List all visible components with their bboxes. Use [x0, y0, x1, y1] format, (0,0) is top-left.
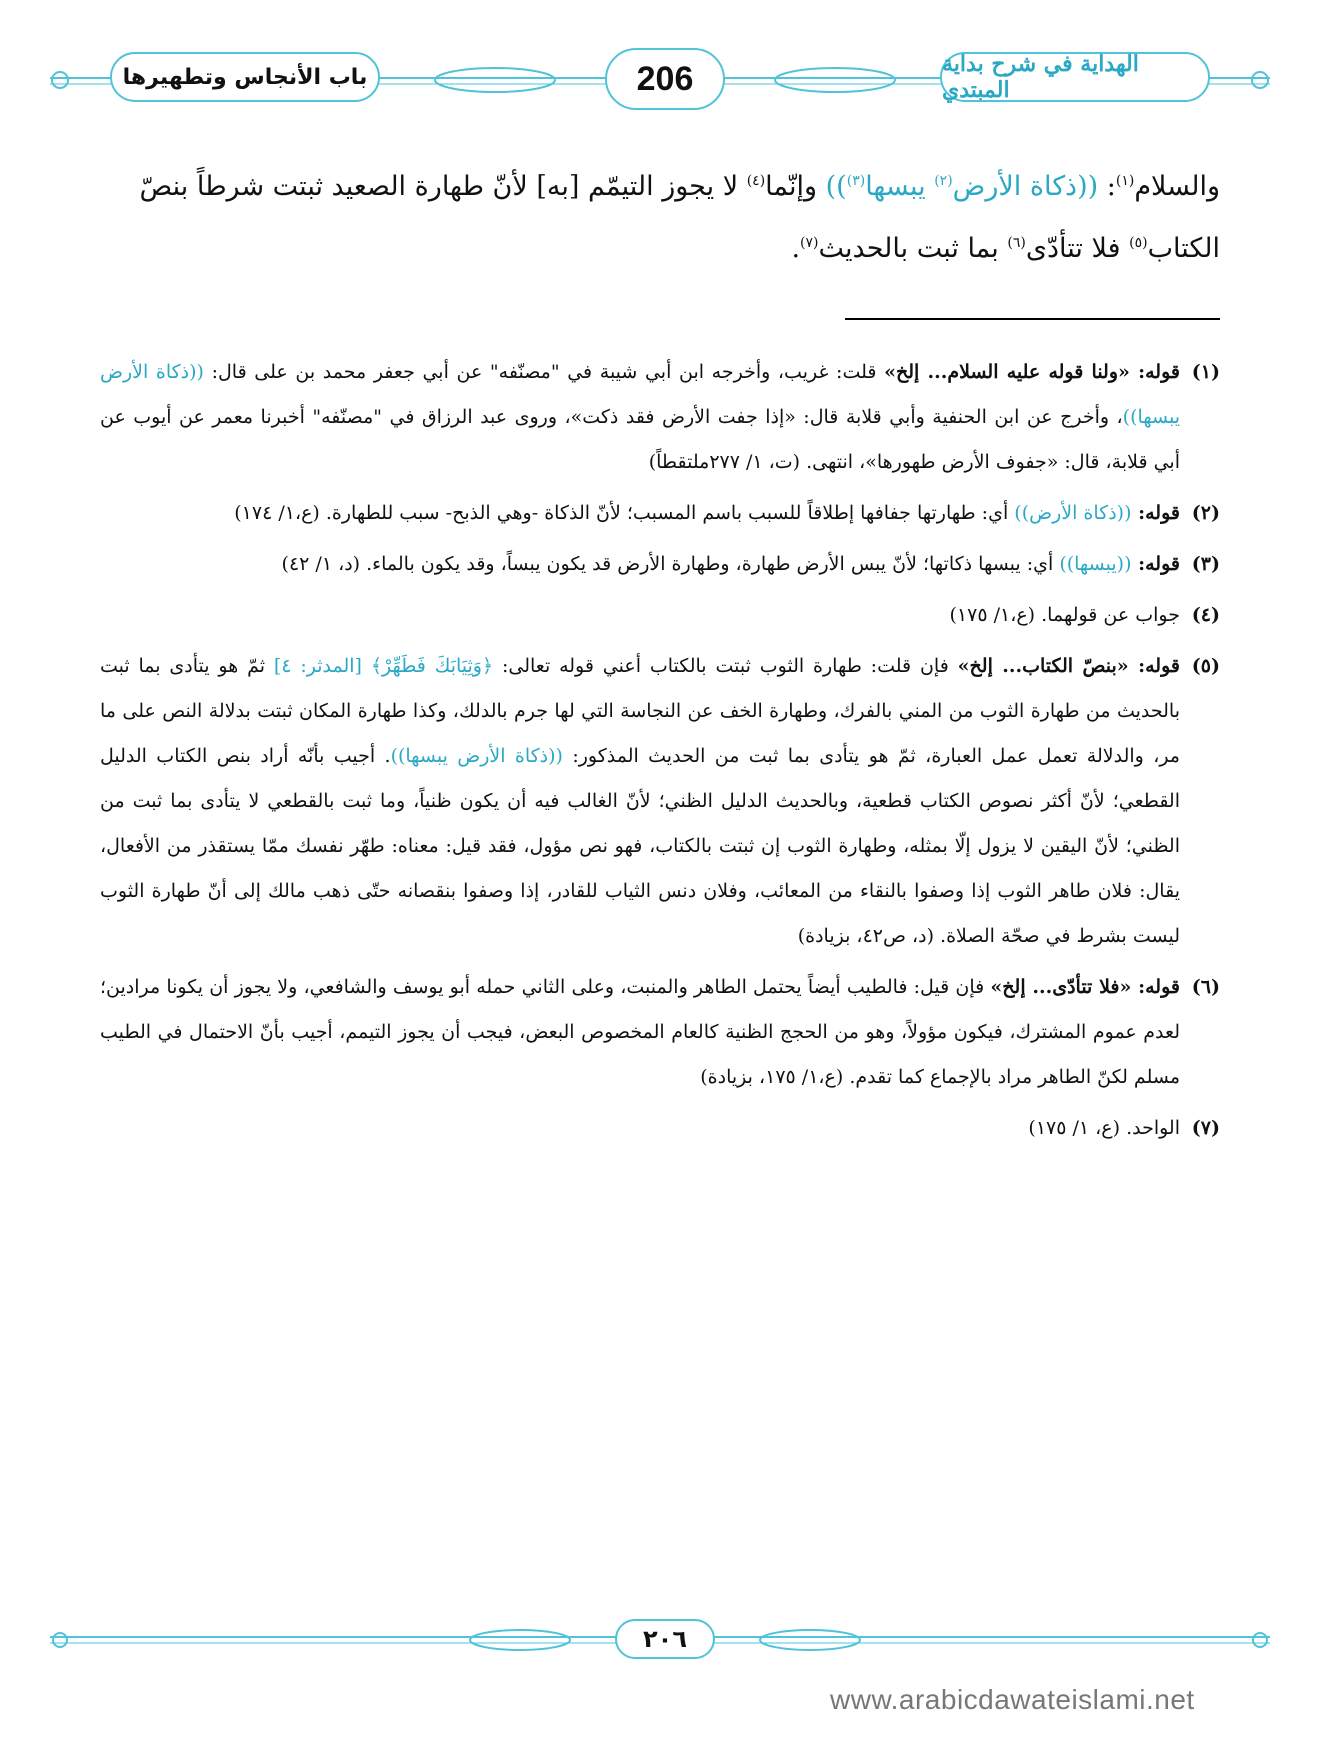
quote-part: )) — [825, 171, 847, 202]
footnotes — [100, 350, 1220, 1157]
footnote-number: (٣) — [1191, 553, 1220, 575]
footnote-text: أي: يبسها ذكاتها؛ لأنّ يبس الأرض طهارة، وطهارة الأرض قد يكون يبساً، وقد يكون بالماء. (د، ١/ ٤٢) — [281, 553, 1060, 575]
footnote-ref-4: (٤) — [746, 173, 766, 189]
main-text — [100, 156, 1220, 280]
text-run: والسلام — [1134, 171, 1220, 202]
text-run: بما ثبت بالحديث — [818, 233, 1008, 264]
footnote-quote: ((ذكاة الأرض يبسها)) — [100, 361, 1180, 428]
footnote-5 — [100, 644, 1220, 959]
text-run: : — [1098, 171, 1116, 202]
footnote-number: (٤) — [1191, 604, 1220, 626]
quote-part: يبسها — [865, 171, 935, 202]
text-run: لا يجوز التيمّم [به] لأنّ طهارة الصعيد ثبتت شرطاً بنصّ — [139, 171, 747, 202]
main-line-2 — [100, 218, 1220, 280]
footnote-number: (٦) — [1191, 976, 1220, 998]
footnote-quote: ((يبسها)) — [1059, 553, 1132, 575]
footnote-number: (٥) — [1191, 655, 1220, 677]
hadith-quote — [826, 171, 1099, 202]
footnote-lead: قوله: «ولنا قوله عليه السلام... إلخ» — [884, 361, 1180, 383]
footnote-ref-5: (٥) — [1129, 235, 1148, 251]
footnote-text: . أجيب بأنّه أراد بنص الكتاب الدليل القطعي؛ لأنّ أكثر نصوص الكتاب قطعية، وبالحديث الدليل الظني؛ لأنّ الغالب فيه أن يكون ظنياً، وما ثبت بالقطعي لا يتأدى بما ثبت من الظني؛ لأنّ اليقين لا يزول إلّا بمثله، وطهارة الثوب إن ثبتت بالكتاب، فهو نص مؤول، فقد قيل: معناه: طهّر نفسك ممّا يستقذر من الأفعال، يقال: فلان طاهر الثوب إذا وصفوا بالنقاء من المعائب، وفلان دنس الثياب للقادر، إذا وصفوا بنقصانه حتّى ذهب مالك إلى أنّ طهارة الثوب ليست بشرط في صحّة الصلاة. (د، ص٤٢، بزيادة) — [100, 745, 1180, 947]
footnote-ref-1: (١) — [1115, 173, 1135, 189]
page-number: 206 — [605, 48, 725, 110]
footnote-6 — [100, 965, 1220, 1100]
footer-page-number: ٢٠٦ — [615, 1619, 715, 1659]
footnote-text: ثمّ هو يتأدى بما ثبت بالحديث من طهارة الثوب من المني بالفرك، وطهارة الخف عن النجاسة التي لها جرم بالدلك، وكذا طهارة المكان ثبتت بدلالة النص على ما مر، والدلالة تعمل عمل العبارة، ثمّ هو يتأدى بما ثبت من الحديث المذكور: — [100, 655, 1180, 767]
page-footer — [40, 1615, 1280, 1665]
quran-verse: ﴿وَثِيَابَكَ فَطَهِّرْ﴾ [المدثر: ٤] — [273, 655, 494, 677]
footnote-quote: ((ذكاة الأرض يبسها)) — [390, 745, 563, 767]
footnote-number: (١) — [1191, 361, 1220, 383]
footnote-text: أي: طهارتها جفافها إطلاقاً للسبب باسم المسبب؛ لأنّ الذكاة -وهي الذبح- سبب للطهارة. (ع،١/ ١٧٤) — [234, 502, 1015, 524]
footnote-text: الواحد. (ع، ١/ ١٧٥) — [1028, 1117, 1180, 1139]
footnote-separator — [845, 318, 1220, 320]
footnote-ref-6: (٦) — [1007, 235, 1026, 251]
footnote-ref-7: (٧) — [800, 235, 819, 251]
footnote-2 — [100, 491, 1220, 536]
text-run: وإنّما — [765, 171, 826, 202]
page-header — [40, 38, 1280, 122]
text-run: . — [791, 233, 801, 264]
footnote-text: ، وأخرج عن ابن الحنفية وأبي قلابة قال: «إذا جفت الأرض فقد ذكت»، وروى عبد الرزاق في "مصنّفه" أخبرنا معمر عن أيوب عن أبي قلابة، قال: «جفوف الأرض طهورها»، انتهى. (ت، ١/ ٢٧٧ملتقطاً) — [100, 406, 1180, 473]
text-run: فلا تتأدّى — [1025, 233, 1130, 264]
footnote-number: (٢) — [1191, 502, 1220, 524]
footnote-4 — [100, 593, 1220, 638]
footnote-ref-2: (٢) — [934, 173, 953, 189]
footnote-text: قلت: غريب، وأخرجه ابن أبي شيبة في "مصنّفه" عن أبي جعفر محمد بن على قال: — [203, 361, 885, 383]
text-run: الكتاب — [1147, 233, 1220, 264]
quote-part: ((ذكاة الأرض — [952, 171, 1099, 202]
footnote-text: فإن قلت: طهارة الثوب ثبتت بالكتاب أعني قوله تعالى: — [493, 655, 958, 677]
footnote-quote: ((ذكاة الأرض)) — [1014, 502, 1132, 524]
footnote-text: فإن قيل: فالطيب أيضاً يحتمل الطاهر والمنبت، وعلى الثاني حمله أبو يوسف والشافعي، ولا يجوز أن يكونا مرادين؛ لعدم عموم المشترك، فيكون مؤولاً، وهو من الحجج الظنية كالعام المخصوص البعض، فيجب أن يجوز التيمم، أجيب بأنّ الاحتمال في الطيب مسلم لكنّ الطاهر مراد بالإجماع كما تقدم. (ع،١/ ١٧٥، بزيادة) — [100, 976, 1180, 1088]
footnote-lead: قوله: «فلا تتأدّى... إلخ» — [990, 976, 1180, 998]
footnote-number: (٧) — [1191, 1117, 1220, 1139]
footnote-text: جواب عن قولهما. (ع،١/ ١٧٥) — [949, 604, 1180, 626]
main-line-1 — [100, 156, 1220, 218]
footnote-lead: قوله: — [1131, 553, 1180, 575]
footnote-1 — [100, 350, 1220, 485]
footnote-lead: قوله: «بنصّ الكتاب... إلخ» — [957, 655, 1180, 677]
book-title: الهداية في شرح بداية المبتدي — [940, 52, 1210, 102]
chapter-title: باب الأنجاس وتطهيرها — [110, 52, 380, 102]
footnote-lead: قوله: — [1131, 502, 1180, 524]
footnote-3 — [100, 542, 1220, 587]
footnote-7 — [100, 1106, 1220, 1151]
footnote-ref-3: (٣) — [846, 173, 866, 189]
website-watermark: www.arabicdawateislami.net — [830, 1684, 1195, 1715]
